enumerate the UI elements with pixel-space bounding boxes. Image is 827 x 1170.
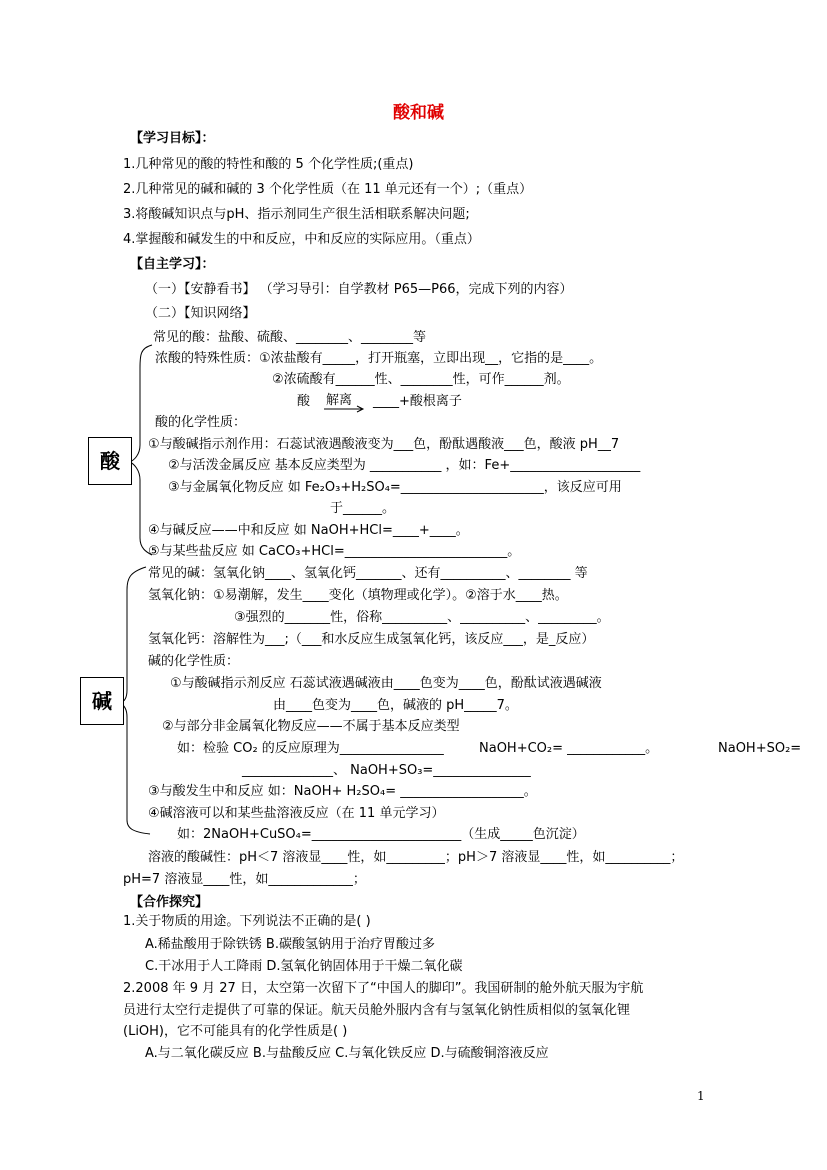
- base-property-2: ②与部分非金属氧化物反应——不属于基本反应类型: [162, 719, 460, 734]
- question-2-options: A.与二氧化碳反应 B.与盐酸反应 C.与氧化铁反应 D.与硫酸铜溶液反应: [145, 1046, 549, 1061]
- base-chem-heading: 碱的化学性质：: [148, 654, 240, 669]
- question-1: 1.关于物质的用途。下列说法不正确的是( ): [123, 914, 371, 929]
- coop-heading: 【合作探究】: [130, 895, 209, 910]
- question-1-options-cd: C.干冰用于人工降雨 D.氢氧化钠固体用于干燥二氧化碳: [145, 959, 463, 974]
- base-property-2c: NaOH+SO₂=: [718, 741, 802, 756]
- acid-ionize-right: ____+酸根离子: [373, 394, 462, 409]
- question-2-line-2: 员进行太空行走提供了可靠的保证。航天员舱外服内含有与氢氧化钠性质相似的氢氧化锂: [123, 1003, 631, 1018]
- question-1-options-ab: A.稀盐酸用于除铁锈 B.碳酸氢钠用于治疗胃酸过多: [145, 937, 435, 952]
- acid-property-3b: 于______。: [330, 501, 396, 516]
- self-study-part1: （一）【安静看书】 （学习导引：自学教材 P65—P66，完成下列的内容）: [145, 282, 573, 297]
- acid-property-5: ⑤与某些盐反应 如 CaCO₃+HCl=_________________________。: [148, 544, 521, 559]
- self-study-part2: （二）【知识网络】: [145, 306, 256, 321]
- base-property-4b: 如：2NaOH+CuSO₄=_______________________（生成_____色沉淀）: [177, 827, 585, 842]
- goals-heading: 【学习目标】：: [130, 131, 215, 146]
- acid-ionize-arrow-label: 解离: [326, 393, 353, 408]
- base-property-1b: 由____色变为____色，碱液的 pH_____7。: [273, 698, 518, 713]
- goal-1: 1.几种常见的酸的特性和酸的 5 个化学性质;(重点): [123, 157, 414, 172]
- acid-property-3: ③与金属氧化物反应 如 Fe₂O₃+H₂SO₄=______________________，该反应可用: [168, 480, 622, 495]
- base-common: 常见的碱：氢氧化钠____、氢氧化钙_______、还有__________、________ 等: [148, 566, 588, 581]
- base-caoh: 氢氧化钙：溶解性为___;（___和水反应生成氢氧化钙，该反应___，是_反应）: [148, 632, 595, 647]
- base-property-4: ④碱溶液可以和某些盐溶液反应（在 11 单元学习）: [148, 806, 445, 821]
- base-naoh-1: 氢氧化钠：①易潮解，发生____变化（填物理或化学）。②溶于水____热。: [148, 588, 568, 603]
- acid-property-4: ④与碱反应——中和反应 如 NaOH+HCl=____+____。: [148, 523, 469, 538]
- acid-box: 酸: [88, 437, 132, 485]
- goal-3: 3.将酸碱知识点与pH、指示剂同生产很生活相联系解决问题;: [123, 207, 470, 222]
- page-title: 酸和碱: [393, 103, 444, 123]
- ph-line-2: pH=7 溶液显____性，如_____________；: [123, 872, 366, 887]
- base-property-1: ①与酸碱指示剂反应 石蕊试液遇碱液由____色变为____色，酚酞试液遇碱液: [170, 676, 602, 691]
- ph-line-1: 溶液的酸碱性：pH＜7 溶液显____性，如_________；pH＞7 溶液显____性，如__________；: [148, 850, 684, 865]
- page-number: 1: [697, 1089, 705, 1103]
- base-property-2d: ______________、 NaOH+SO₃=_______________: [242, 763, 531, 778]
- acid-concentrated-2: ②浓硫酸有______性、________性，可作______剂。: [272, 372, 570, 387]
- question-2-line-1: 2.2008 年 9 月 27 日，太空第一次留下了“中国人的脚印”。我国研制的舱外航天服为宇航: [123, 981, 644, 996]
- acid-concentrated-1: 浓酸的特殊性质：①浓盐酸有_____，打开瓶塞，立即出现__，它指的是____。: [155, 351, 603, 366]
- self-study-heading: 【自主学习】：: [130, 257, 215, 272]
- acid-property-1: ①与酸碱指示剂作用：石蕊试液遇酸液变为___色，酚酞遇酸液___色，酸液 pH__7: [148, 437, 620, 452]
- base-naoh-2: ③强烈的_______性，俗称__________、__________、_________。: [234, 610, 610, 625]
- acid-ionize-left: 酸: [297, 394, 311, 409]
- base-box: 碱: [80, 677, 124, 725]
- acid-chem-heading: 酸的化学性质：: [155, 415, 247, 430]
- question-2-line-3: (LiOH)，它不可能具有的化学性质是( ): [123, 1024, 348, 1039]
- goal-2: 2.几种常见的碱和碱的 3 个化学性质（在 11 单元还有一个）;（重点）: [123, 182, 533, 197]
- acid-property-2: ②与活泼金属反应 基本反应类型为 ___________ ，如：Fe+____________________: [168, 458, 641, 473]
- base-property-3: ③与酸发生中和反应 如：NaOH+ H₂SO₄= ___________________。: [148, 784, 537, 799]
- acid-common: 常见的酸：盐酸、硫酸、________、________等: [153, 330, 427, 345]
- base-property-2b: NaOH+CO₂= ____________。: [479, 741, 659, 756]
- goal-4: 4.掌握酸和碱发生的中和反应，中和反应的实际应用。（重点）: [123, 232, 480, 247]
- base-property-2a: 如：检验 CO₂ 的反应原理为________________: [177, 741, 444, 756]
